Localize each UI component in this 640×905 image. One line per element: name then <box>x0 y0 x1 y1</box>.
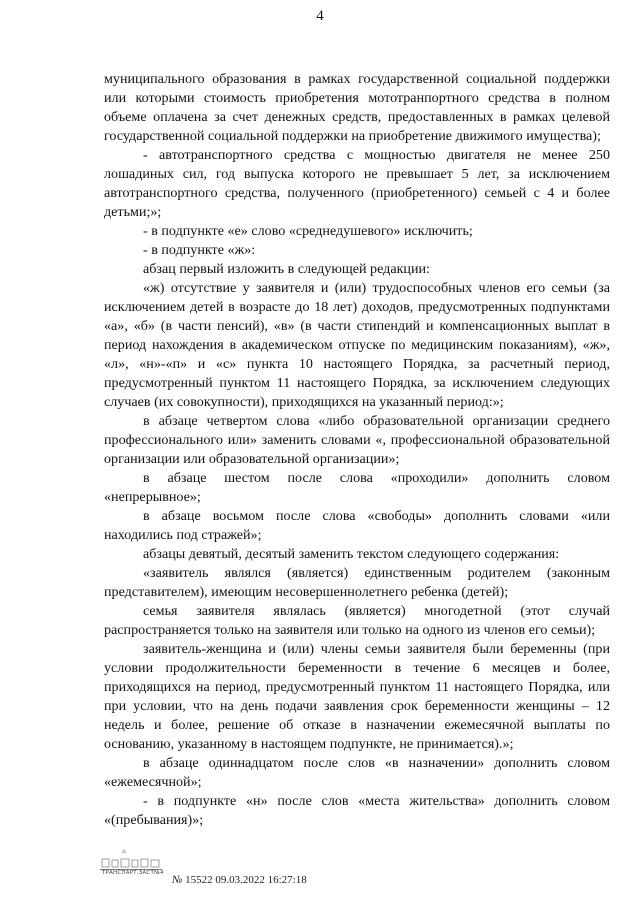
paragraph: «заявитель являлся (является) единственным родителем (законным представителем), имеющим несовершеннолетнего ребенка (детей); <box>104 565 610 600</box>
page-number: 4 <box>316 8 324 24</box>
paragraph: семья заявителя являлась (является) многодетной (этот случай распространяется только на заявителя или только на одного из членов его семьи); <box>104 603 610 638</box>
paragraph: в абзаце восьмом после слова «свободы» дополнить словами «или находились под стражей»; <box>104 508 610 543</box>
paragraph: - автотранспортного средства с мощностью двигателя не менее 250 лошадиных сил, год выпуска которого не превышает 5 лет, за исключением автотранспортного средства, полученного (приобретенного) семьей с 4 и более детьми;»; <box>104 147 610 220</box>
stamp-mark-icon: ⌂ <box>122 848 126 855</box>
paragraph: в абзаце шестом после слова «проходили» дополнить словом «непрерывное»; <box>104 470 610 505</box>
document-body <box>104 70 610 830</box>
stamp-barcode-icon <box>100 857 162 870</box>
paragraph: «ж) отсутствие у заявителя и (или) трудоспособных членов его семьи (за исключением детей в возрасте до 18 лет) доходов, предусмотренных подпунктами «а», «б» (в части пенсий), «в» (в части стипендий и компенсационных выплат в период нахождения в академическом отпуске по медицинским показаниям), «ж», «л», «н»-«п» и «с» пункта 10 настоящего Порядка, за расчетный период, предусмотренный пунктом 11 настоящего Порядка, за исключением следующих случаев (их совокупности), приходящихся на указанный период:»; <box>104 280 610 410</box>
paragraph: в абзаце четвертом слова «либо образовательной организации среднего профессионального или» заменить словами «, профессиональной образовательной организации или образовательной организации»; <box>104 413 610 467</box>
paragraph: - в подпункте «ж»: <box>143 242 256 258</box>
paragraph: в абзаце одиннадцатом после слов «в назначении» дополнить словом «ежемесячной»; <box>104 755 610 790</box>
paragraph: заявитель-женщина и (или) члены семьи заявителя были беременны (при условии продолжительности беременности в течение 6 месяцев и более, приходящихся на период, предусмотренный пунктом 11 настоящего Порядка, или при условии, что на день подачи заявления срок беременности женщины – 12 недель и более, решение об отказе в назначении ежемесячной выплаты по основанию, указанному в настоящем подпункте, не принимается).»; <box>104 641 610 752</box>
paragraph: муниципального образования в рамках государственной социальной поддержки или которыми стоимость приобретения мототранпортного средства в полном объеме оплачена за счет денежных средств, предоставленных в рамках целевой государственной социальной поддержки на приобретение движимого имущества); <box>104 71 610 144</box>
paragraph: абзацы девятый, десятый заменить текстом следующего содержания: <box>143 546 560 562</box>
paragraph: - в подпункте «е» слово «среднедушевого» исключить; <box>143 223 473 239</box>
stamp-label: ТРАНСПАРТ.ЗАСТ№4 <box>102 870 164 876</box>
registration-number: 15522 09.03.2022 16:27:18 <box>185 874 307 886</box>
paragraph: абзац первый изложить в следующей редакции: <box>143 261 430 277</box>
registration-info <box>172 874 307 886</box>
paragraph: - в подпункте «н» после слов «места жительства» дополнить словом «(пребывания)»; <box>104 793 610 828</box>
registration-stamp <box>100 848 162 882</box>
registration-number-sign: № <box>172 874 183 886</box>
